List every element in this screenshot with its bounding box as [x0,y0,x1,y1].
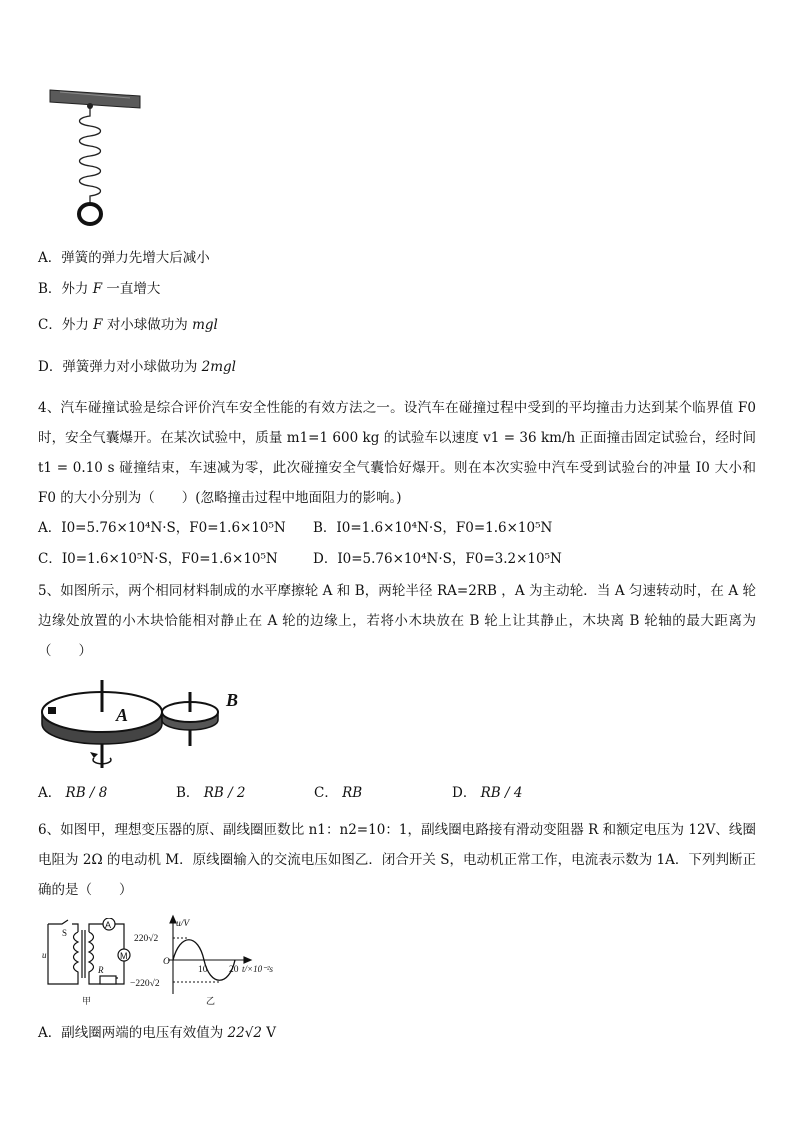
q3-option-b-suffix: 一直增大 [106,281,161,297]
q5-option-b-value: RB / 2 [203,785,246,801]
q6-option-a [38,1024,276,1042]
secondary-coil [89,932,94,978]
x-axis-label: t/×10⁻²s [242,964,274,974]
caption-jia: 甲 [82,997,92,1007]
q5-option-a-value: RB / 8 [65,785,108,801]
wheel-a-label: A [116,705,129,725]
input-voltage-label: u [42,950,47,960]
q6-stem: 6、如图甲，理想变压器的原、副线圈匝数比 n1：n2=10：1，副线圈电路接有滑动变阻器 R 和额定电压为 12V、线圈电阻为 2Ω 的电动机 M．原线圈输入的交流电压如图乙．闭合开关 S，电动机正常工作，电流表示数为 1A．下列判断正确的是（ ） [38,822,756,898]
q5-option-a [38,784,107,802]
q3-option-d [38,358,236,376]
motor-label: M [120,951,128,961]
q5-stem: 5、如图所示，两个相同材料制成的水平摩擦轮 A 和 B，两轮半径 RA=2RB ，A 为主动轮．当 A 匀速转动时，在 A 轮边缘处放置的小木块恰能相对静止在 A 轮的边缘上，若将小木块放在 B 轮上让其静止，木块离 B 轮轴的最大距离为（ ） [38,583,756,659]
primary-coil [74,932,79,976]
q3-option-c-mid: 对小球做功为 [106,317,188,333]
q5-option-b-letter: B． [176,785,200,801]
q3-option-a: A．弹簧的弹力先增大后减小 [38,250,210,266]
wheel-b-label: B [226,690,239,710]
y-bottom-value: −220√2 [130,979,160,989]
q5-option-c-letter: C． [314,785,338,801]
q3-option-c [38,316,218,334]
small-block [48,707,56,714]
ball [79,204,101,224]
q6-option-a-unit: V [266,1025,276,1041]
y-top-value: 220√2 [134,934,159,944]
rheostat-symbol [100,976,116,984]
q4-option-b: B．I0=1.6×10⁴N·S，F0=1.6×10⁵N [313,520,553,536]
y-axis-label: u/V [176,919,190,929]
rheostat-label: R [98,965,104,975]
q6-option-a-value: 22√2 [227,1025,262,1041]
q4-option-c: C．I0=1.6×10⁵N·S，F0=1.6×10⁵N [38,551,278,567]
origin-label: O [163,957,170,967]
q5-option-c-value: RB [342,785,363,801]
q3-option-d-expr: 2mgl [201,359,236,375]
q3-option-b [38,280,160,298]
q5-option-a-letter: A． [38,785,62,801]
q5-option-d [452,784,522,802]
q5-option-d-value: RB / 4 [480,785,523,801]
caption-yi: 乙 [206,997,216,1006]
q3-option-c-prefix: C．外力 [38,317,89,333]
x-tick-10: 10 [198,965,208,975]
x-tick-20: 20 [229,965,239,975]
q6-option-a-text: A．副线圈两端的电压有效值为 [38,1025,224,1041]
q3-option-b-var: F [92,281,103,297]
voltage-graph [128,914,290,1006]
spring-coil [80,108,101,204]
q3-option-c-expr: mgl [192,317,218,333]
q5-option-d-letter: D． [452,785,477,801]
q5-option-c [314,784,362,802]
friction-wheels-figure [38,672,252,774]
q4-option-d: D．I0=5.76×10⁴N·S，F0=3.2×10⁵N [313,551,562,567]
spring-figure [46,86,142,232]
switch-label: S [62,928,68,938]
ammeter-label: A [105,920,112,930]
q3-option-d-prefix: D．弹簧弹力对小球做功为 [38,359,198,375]
q3-option-b-prefix: B．外力 [38,281,89,297]
q3-option-c-var: F [93,317,103,333]
q4-option-a: A．I0=5.76×10⁴N·S，F0=1.6×10⁵N [38,520,286,536]
q5-option-b [176,784,246,802]
q4-stem: 4、汽车碰撞试验是综合评价汽车安全性能的有效方法之一。设汽车在碰撞过程中受到的平均撞击力达到某个临界值 F0 时，安全气囊爆开。在某次试验中，质量 m1=1 600 kg 的试验车以速度 v1 = 36 km/h 正面撞击固定试验台，经时间 t1 = 0.10 s 碰撞结束，车速减为零，此次碰撞安全气囊恰好爆开。则在本次实验中汽车受到试验台的冲量 I0 大小和 F0 的大小分别为（ ）(忽略撞击过程中地面阻力的影响。) [38,400,756,506]
